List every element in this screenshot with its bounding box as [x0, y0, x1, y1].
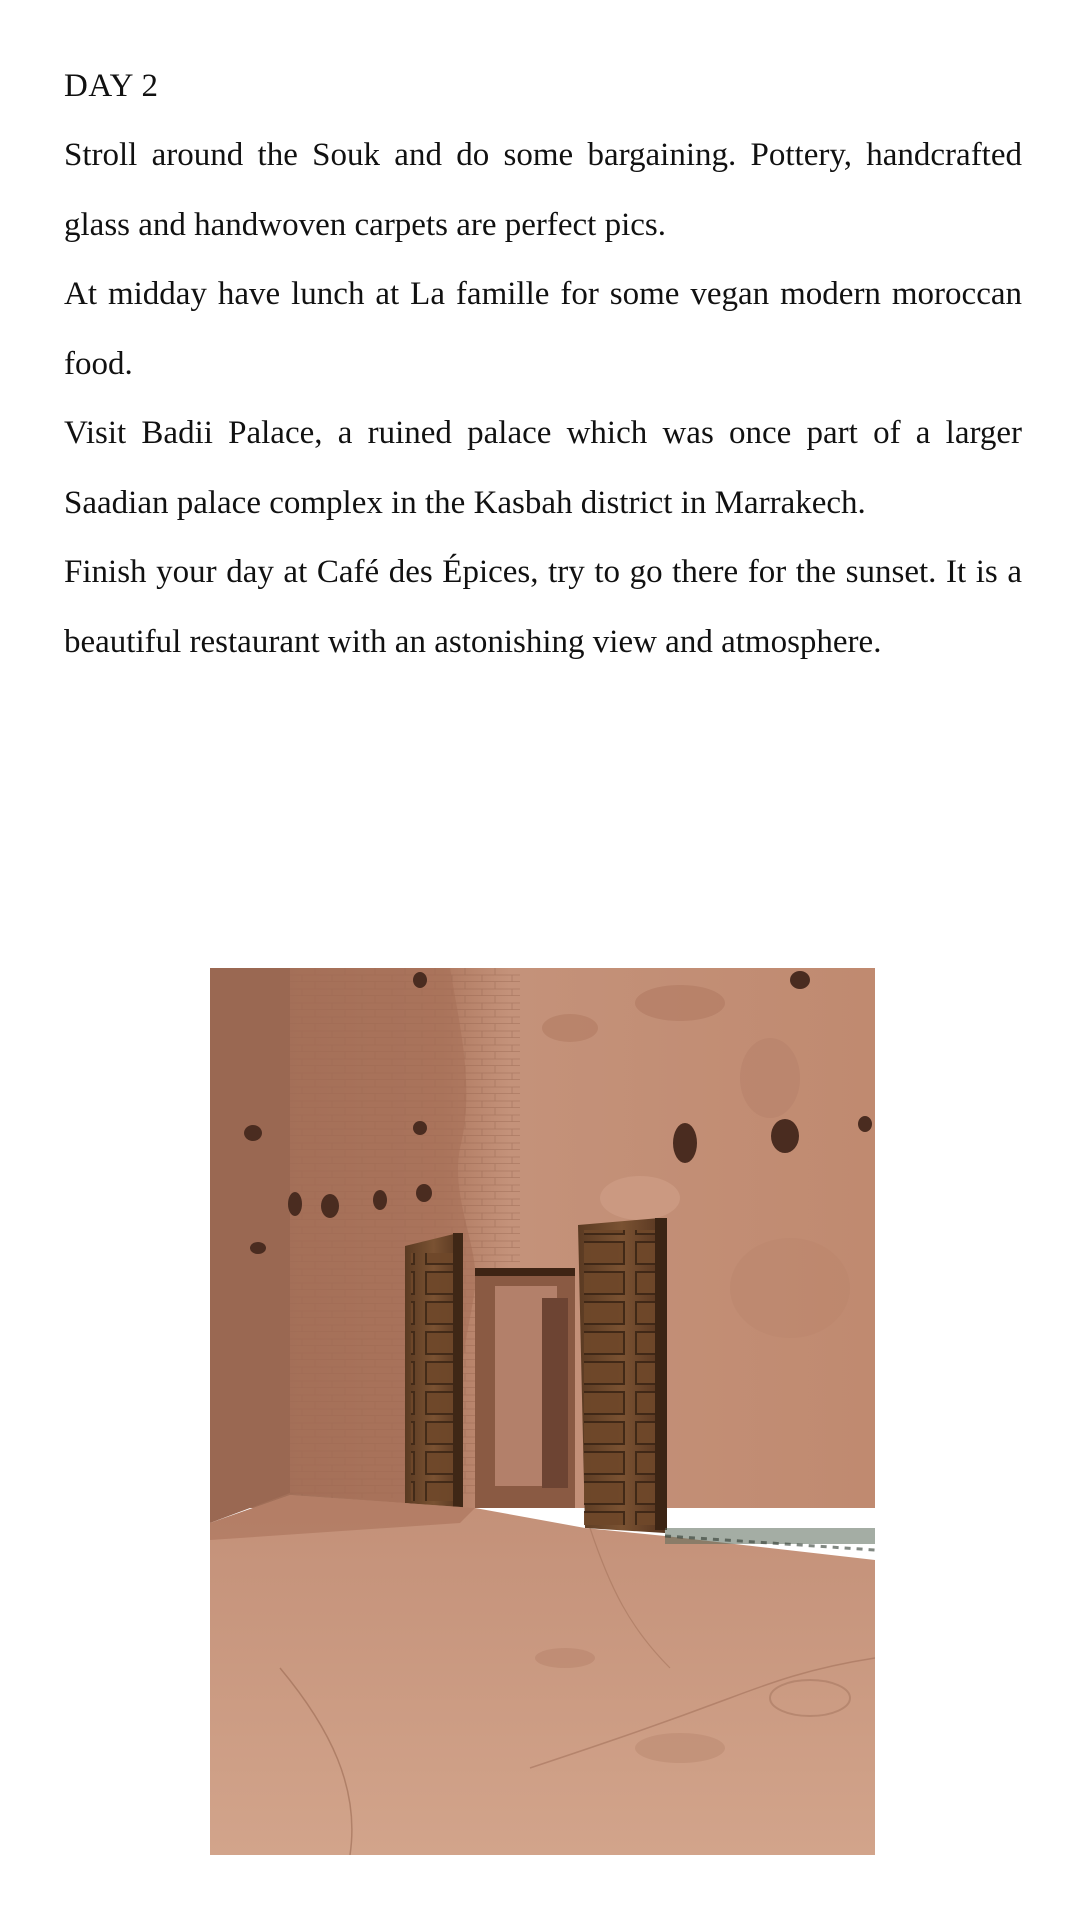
badii-palace-photo	[210, 968, 875, 1855]
paragraph-souk: Stroll around the Souk and do some bargaining. Pottery, handcrafted glass and handwoven carpets are perfect pics.	[64, 137, 1022, 243]
day-heading: DAY 2	[64, 68, 159, 104]
paragraph-cafe-des-epices: Finish your day at Café des Épices, try to go there for the sunset. It is a beautiful restaurant with an astonishing view and atmosphere.	[64, 554, 1022, 660]
paragraph-lunch: At midday have lunch at La famille for some vegan modern moroccan food.	[64, 276, 1022, 382]
itinerary-text	[64, 52, 1022, 677]
paragraph-badii-palace: Visit Badii Palace, a ruined palace which was once part of a larger Saadian palace complex in the Kasbah district in Marrakech.	[64, 415, 1022, 521]
